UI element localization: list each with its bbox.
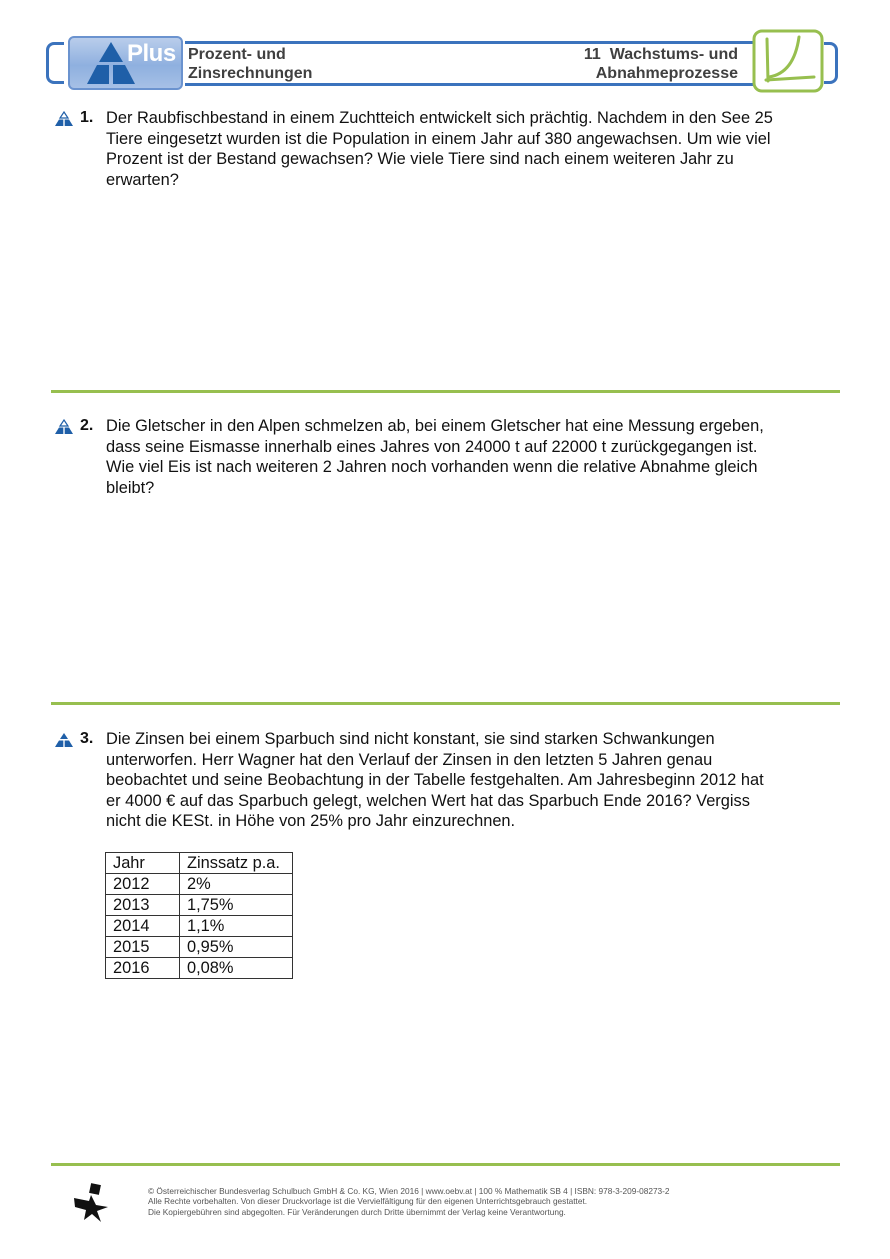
growth-curve-icon [752, 29, 826, 95]
difficulty-level-2-icon [54, 419, 74, 435]
section-divider [51, 390, 840, 393]
task-text [106, 108, 841, 190]
rate-cell: 2% [180, 874, 293, 895]
rate-cell: 1,75% [180, 895, 293, 916]
task-line: bleibt? [106, 478, 155, 497]
task-line: Die Zinsen bei einem Sparbuch sind nicht konstant, sie sind starken Schwankungen [106, 730, 715, 748]
topic-title [188, 45, 312, 83]
task-line: dass seine Eismasse innerhalb eines Jahres von 24000 t auf 22000 t zurückgegangen ist. [106, 437, 758, 456]
task-line: Wie viel Eis ist nach weiteren 2 Jahren noch vorhanden wenn die relative Abnahme gleich [106, 458, 758, 476]
header-cell-rate: Zinssatz p.a. [180, 853, 293, 874]
task-line: Die Gletscher in den Alpen schmelzen ab, bei einem Gletscher hat eine Messung ergeben, [106, 417, 764, 435]
difficulty-level-1-icon [54, 111, 74, 127]
topic-line-1: Prozent- und [188, 46, 286, 63]
task-line: Tiere eingesetzt wurden ist die Population in einem Jahr auf 380 angewachsen. Um wie viel [106, 129, 771, 148]
year-cell: 2013 [106, 895, 180, 916]
table-row [106, 895, 293, 916]
rate-cell: 0,08% [180, 958, 293, 979]
task-line: er 4000 € auf das Sparbuch gelegt, welchen Wert hat das Sparbuch Ende 2016? Vergiss [106, 791, 750, 810]
year-cell: 2014 [106, 916, 180, 937]
table-row [106, 958, 293, 979]
chapter-line-2: Abnahmeprozesse [595, 65, 738, 82]
header-rule-top [185, 41, 755, 44]
year-cell: 2015 [106, 937, 180, 958]
footer-divider [51, 1163, 840, 1166]
table-row [106, 937, 293, 958]
plus-logo [68, 36, 183, 90]
task-line: nicht die KESt. in Höhe von 25% pro Jahr einzurechnen. [106, 812, 516, 830]
footer-line: © Österreichischer Bundesverlag Schulbuch GmbH & Co. KG, Wien 2016 | www.oebv.at | 100 % Mathematik SB 4 | ISBN: 978-3-209-08273-2 [148, 1186, 670, 1196]
chapter-title [584, 45, 738, 83]
task-line: beobachtet und seine Beobachtung in der Tabelle festgehalten. Am Jahresbeginn 2012 hat [106, 771, 764, 789]
task-number: 1. [80, 109, 94, 126]
task-line: unterworfen. Herr Wagner hat den Verlauf der Zinsen in den letzten 5 Jahren genau [106, 750, 713, 769]
difficulty-level-3-icon [54, 732, 74, 748]
section-divider [51, 702, 840, 705]
header-rule-bottom [185, 83, 755, 86]
task-line: erwarten? [106, 170, 179, 189]
rate-cell: 0,95% [180, 937, 293, 958]
task-line: Der Raubfischbestand in einem Zuchtteich entwickelt sich prächtig. Nachdem in den See 25 [106, 109, 773, 127]
table-header-row [106, 853, 293, 874]
year-cell: 2012 [106, 874, 180, 895]
task-text [106, 416, 841, 498]
topic-line-2: Zinsrechnungen [188, 65, 313, 82]
page-header [0, 0, 890, 100]
table-row [106, 916, 293, 937]
year-cell: 2016 [106, 958, 180, 979]
footer-line: Alle Rechte vorbehalten. Von dieser Druckvorlage ist die Vervielfältigung für den eigenen Unterrichtsgebrauch gestattet. [148, 1196, 588, 1207]
interest-rate-table [105, 852, 293, 979]
header-right-bracket [824, 42, 838, 84]
footer-line: Die Kopiergebühren sind abgegolten. Für Veränderungen durch Dritte übernimmt der Verlag keine Verantwortung. [148, 1206, 566, 1217]
task-text [106, 729, 841, 832]
rate-cell: 1,1% [180, 916, 293, 937]
logo-label: Plus [127, 40, 176, 67]
header-left-bracket [46, 42, 64, 84]
header-cell-year: Jahr [106, 853, 180, 874]
oebv-logo-icon [72, 1183, 112, 1223]
task-number: 3. [80, 730, 94, 747]
footer-copyright [148, 1186, 670, 1217]
task-number: 2. [80, 417, 94, 434]
table-row [106, 874, 293, 895]
chapter-line-1: 11 Wachstums- und [583, 46, 738, 63]
task-line: Prozent ist der Bestand gewachsen? Wie viele Tiere sind nach einem weiteren Jahr zu [106, 150, 734, 168]
